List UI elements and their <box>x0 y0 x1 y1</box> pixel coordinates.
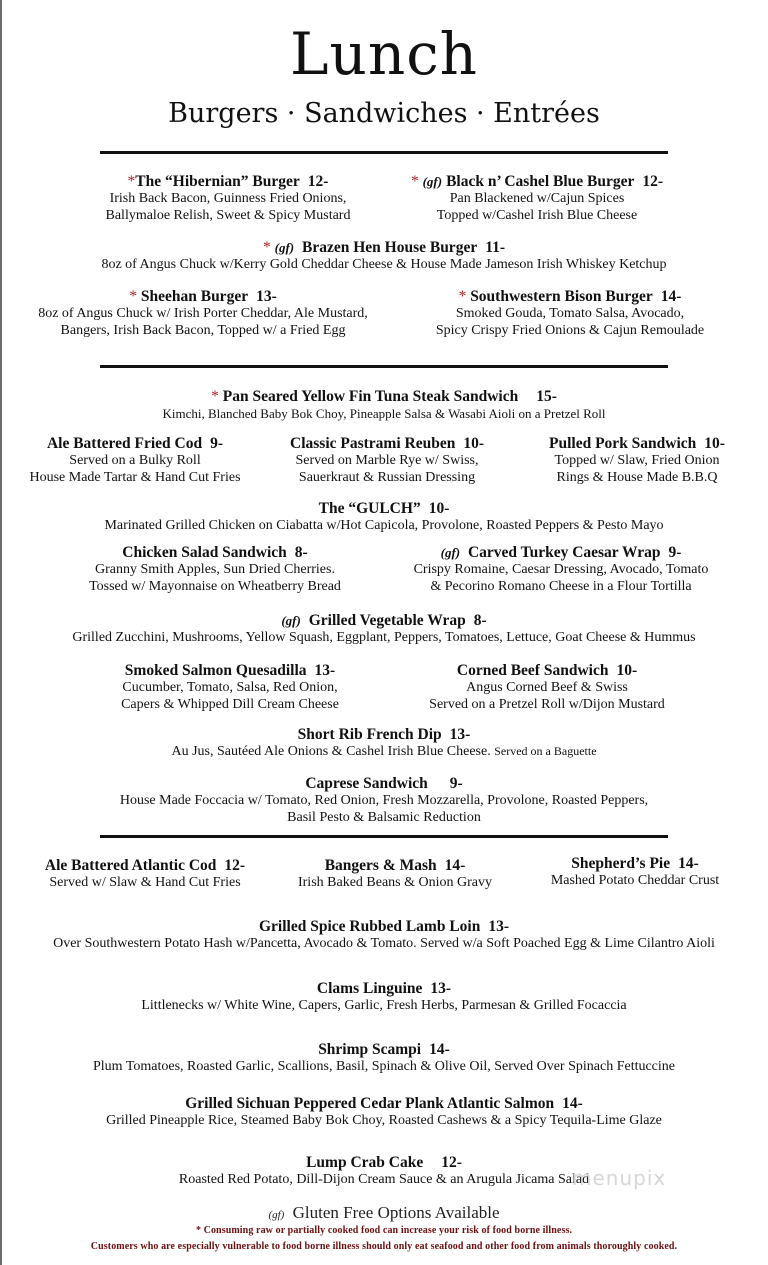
gluten-free-icon: (gf) <box>422 174 443 189</box>
raw-food-asterisk-icon: * <box>262 239 271 256</box>
divider-entrees <box>100 835 668 838</box>
item-price: 14- <box>678 855 699 872</box>
item-price: 12- <box>224 857 246 874</box>
item-price: 14- <box>562 1095 583 1112</box>
menu-item-black-n-cashel-burger <box>386 173 688 224</box>
food-safety-warning-1: * Consuming raw or partially cooked food can increase your risk of food borne illness. <box>195 1225 573 1236</box>
item-desc: Irish Back Bacon, Guinness Fried Onions, <box>109 191 347 206</box>
item-price: 14- <box>660 288 682 305</box>
item-desc: Tossed w/ Mayonnaise on Wheatberry Bread <box>89 579 341 594</box>
item-price: 13- <box>430 980 452 997</box>
item-desc: Kimchi, Blanched Baby Bok Choy, Pineapple Salsa & Wasabi Aioli on a Pretzel Roll <box>162 406 606 421</box>
menu-item-southwestern-bison-burger <box>410 288 730 339</box>
item-name: The “GULCH” <box>318 500 421 517</box>
item-desc: Grilled Zucchini, Mushrooms, Yellow Squash, Eggplant, Peppers, Tomatoes, Lettuce, Goat Cheese & Hummus <box>72 630 696 645</box>
item-price: 12- <box>307 173 329 190</box>
item-name: Short Rib French Dip <box>297 726 442 743</box>
page-title: Lunch <box>289 20 479 88</box>
item-price: 9- <box>449 775 463 792</box>
item-price: 10- <box>616 662 638 679</box>
menu-item-short-rib-french-dip <box>0 726 768 760</box>
item-desc: Topped w/ Slaw, Fried Onion <box>554 453 720 468</box>
item-name: Pan Seared Yellow Fin Tuna Steak Sandwich <box>222 388 519 405</box>
item-name: Smoked Salmon Quesadilla <box>124 662 307 679</box>
item-price: 14- <box>444 857 466 874</box>
menu-item-ale-battered-atlantic-cod <box>20 857 270 891</box>
item-name: Caprese Sandwich <box>305 775 428 792</box>
item-name: Southwestern Bison Burger <box>470 288 653 305</box>
menu-item-brazen-hen-burger <box>0 239 768 273</box>
item-price: 13- <box>449 726 471 743</box>
item-desc: Crispy Romaine, Caesar Dressing, Avocado, Tomato <box>413 562 709 577</box>
item-price: 13- <box>488 918 510 935</box>
item-desc: Served on a Pretzel Roll w/Dijon Mustard <box>429 697 665 712</box>
item-desc: Smoked Gouda, Tomato Salsa, Avocado, <box>455 306 685 321</box>
item-desc: Over Southwestern Potato Hash w/Pancetta, Avocado & Tomato. Served w/a Soft Poached Egg & Lime Cilantro Aioli <box>53 936 715 951</box>
item-desc: Served w/ Slaw & Hand Cut Fries <box>49 875 241 890</box>
item-desc: Capers & Whipped Dill Cream Cheese <box>121 697 339 712</box>
item-desc: Grilled Pineapple Rice, Steamed Baby Bok Choy, Roasted Cashews & a Spicy Tequila-Lime Glaze <box>106 1113 662 1128</box>
item-desc: Irish Baked Beans & Onion Gravy <box>297 875 493 890</box>
menu-item-grilled-vegetable-wrap <box>0 612 768 646</box>
menu-item-chicken-salad-sandwich <box>60 544 370 595</box>
gluten-free-icon: (gf) <box>281 613 301 628</box>
item-desc: Mashed Potato Cheddar Crust <box>550 873 720 888</box>
raw-food-asterisk-icon: * <box>127 173 136 190</box>
item-price: 12- <box>441 1154 462 1171</box>
menu-item-shrimp-scampi <box>0 1041 768 1075</box>
divider-sandwiches <box>100 365 668 368</box>
gluten-free-note-text: Gluten Free Options Available <box>292 1203 500 1222</box>
menu-item-tuna-steak-sandwich <box>0 388 768 422</box>
item-desc: Rings & House Made B.B.Q <box>556 470 718 485</box>
item-desc: Roasted Red Potato, Dill-Dijon Cream Sauce & an Arugula Jicama Salad <box>178 1172 590 1187</box>
item-price: 10- <box>428 500 450 517</box>
food-safety-warning-2: Customers who are especially vulnerable to food borne illness should only eat seafood and other food from animals thoroughly cooked. <box>90 1241 678 1252</box>
raw-food-asterisk-icon: * <box>129 288 137 305</box>
raw-food-asterisk-icon: * <box>458 288 467 305</box>
menu-item-corned-beef-sandwich <box>392 662 702 713</box>
item-name: Carved Turkey Caesar Wrap <box>467 544 661 561</box>
item-desc: Served on Marble Rye w/ Swiss, <box>295 453 479 468</box>
item-name: Lump Crab Cake <box>306 1154 424 1171</box>
item-price: 10- <box>704 435 725 452</box>
menu-item-bangers-and-mash <box>270 857 520 891</box>
item-name: Shepherd’s Pie <box>571 855 671 872</box>
menu-item-shepherds-pie <box>520 855 750 889</box>
item-desc: Spicy Crispy Fried Onions & Cajun Remoulade <box>435 323 705 338</box>
item-name: Pulled Pork Sandwich <box>549 435 697 452</box>
item-desc: Cucumber, Tomato, Salsa, Red Onion, <box>122 680 338 695</box>
raw-food-asterisk-icon: * <box>410 173 419 190</box>
item-name: Brazen Hen House Burger <box>301 239 478 256</box>
item-desc: Served on a Bulky Roll <box>69 453 201 468</box>
item-desc-note: Served on a Baguette <box>494 744 597 758</box>
item-desc: Ballymaloe Relish, Sweet & Spicy Mustard <box>105 208 351 223</box>
item-price: 9- <box>668 544 682 561</box>
item-name: Bangers & Mash <box>324 857 437 874</box>
item-name: Shrimp Scampi <box>318 1041 422 1058</box>
menu-item-sheehan-burger <box>30 288 376 339</box>
menu-item-the-gulch <box>0 500 768 534</box>
item-desc: Bangers, Irish Back Bacon, Topped w/ a Fried Egg <box>60 323 346 338</box>
item-price: 13- <box>256 288 277 305</box>
item-desc: Topped w/Cashel Irish Blue Cheese <box>436 208 638 223</box>
item-name: Chicken Salad Sandwich <box>122 544 287 561</box>
item-desc: House Made Foccacia w/ Tomato, Red Onion, Fresh Mozzarella, Provolone, Roasted Peppers, <box>119 793 649 808</box>
item-desc: Plum Tomatoes, Roasted Garlic, Scallions, Basil, Spinach & Olive Oil, Served Over Spinach Fettuccine <box>93 1059 675 1074</box>
item-name: Grilled Sichuan Peppered Cedar Plank Atlantic Salmon <box>185 1095 555 1112</box>
item-price: 15- <box>536 388 557 405</box>
raw-food-asterisk-icon: * <box>211 388 219 405</box>
item-desc: 8oz of Angus Chuck w/ Irish Porter Cheddar, Ale Mustard, <box>38 306 368 321</box>
item-desc: Au Jus, Sautéed Ale Onions & Cashel Irish Blue Cheese. <box>171 744 491 759</box>
page-subtitle: Burgers · Sandwiches · Entrées <box>168 98 600 129</box>
item-desc: & Pecorino Romano Cheese in a Flour Tortilla <box>430 579 692 594</box>
item-desc: Littlenecks w/ White Wine, Capers, Garlic, Fresh Herbs, Parmesan & Grilled Focaccia <box>141 998 627 1013</box>
gluten-free-icon: (gf) <box>274 240 295 255</box>
item-price: 11- <box>485 239 506 256</box>
item-price: 10- <box>463 435 484 452</box>
menu-item-pulled-pork-sandwich <box>512 435 762 486</box>
item-desc: Pan Blackened w/Cajun Spices <box>449 191 625 206</box>
item-name: Grilled Spice Rubbed Lamb Loin <box>258 918 481 935</box>
item-name: Corned Beef Sandwich <box>456 662 609 679</box>
menu-item-clams-linguine <box>0 980 768 1014</box>
menu-item-lamb-loin <box>0 918 768 952</box>
item-name: Classic Pastrami Reuben <box>290 435 456 452</box>
gluten-free-note <box>0 1203 768 1223</box>
divider-burgers <box>100 151 668 154</box>
item-desc: Marinated Grilled Chicken on Ciabatta w/Hot Capicola, Provolone, Roasted Peppers & Pesto Mayo <box>104 518 664 533</box>
item-desc: Basil Pesto & Balsamic Reduction <box>287 810 481 825</box>
menu-item-ale-battered-fried-cod <box>10 435 260 486</box>
item-price: 13- <box>314 662 336 679</box>
item-price: 12- <box>642 173 664 190</box>
item-name: Clams Linguine <box>316 980 423 997</box>
item-desc: 8oz of Angus Chuck w/Kerry Gold Cheddar Cheese & House Made Jameson Irish Whiskey Ketchup <box>101 257 667 272</box>
menu-item-turkey-caesar-wrap <box>396 544 726 595</box>
gluten-free-icon: (gf) <box>440 545 461 560</box>
item-desc: Granny Smith Apples, Sun Dried Cherries. <box>95 562 335 577</box>
item-name: Ale Battered Fried Cod <box>46 435 203 452</box>
item-name: The “Hibernian” Burger <box>135 173 300 190</box>
menu-item-hibernian-burger <box>80 173 376 224</box>
menu-item-smoked-salmon-quesadilla <box>80 662 380 713</box>
item-price: 8- <box>473 612 487 629</box>
item-desc: Angus Corned Beef & Swiss <box>466 680 628 695</box>
item-price: 9- <box>210 435 224 452</box>
item-name: Ale Battered Atlantic Cod <box>44 857 217 874</box>
menu-item-caprese-sandwich <box>0 775 768 826</box>
item-name: Black n’ Cashel Blue Burger <box>446 173 635 190</box>
item-desc: Sauerkraut & Russian Dressing <box>298 470 476 485</box>
item-name: Sheehan Burger <box>140 288 249 305</box>
item-price: 8- <box>294 544 308 561</box>
menu-item-cedar-plank-salmon <box>0 1095 768 1129</box>
item-desc: House Made Tartar & Hand Cut Fries <box>29 470 241 485</box>
item-price: 14- <box>429 1041 450 1058</box>
menu-item-pastrami-reuben <box>262 435 512 486</box>
gluten-free-icon: (gf) <box>268 1209 285 1221</box>
watermark-logo: menupix <box>572 1166 667 1190</box>
item-name: Grilled Vegetable Wrap <box>308 612 466 629</box>
